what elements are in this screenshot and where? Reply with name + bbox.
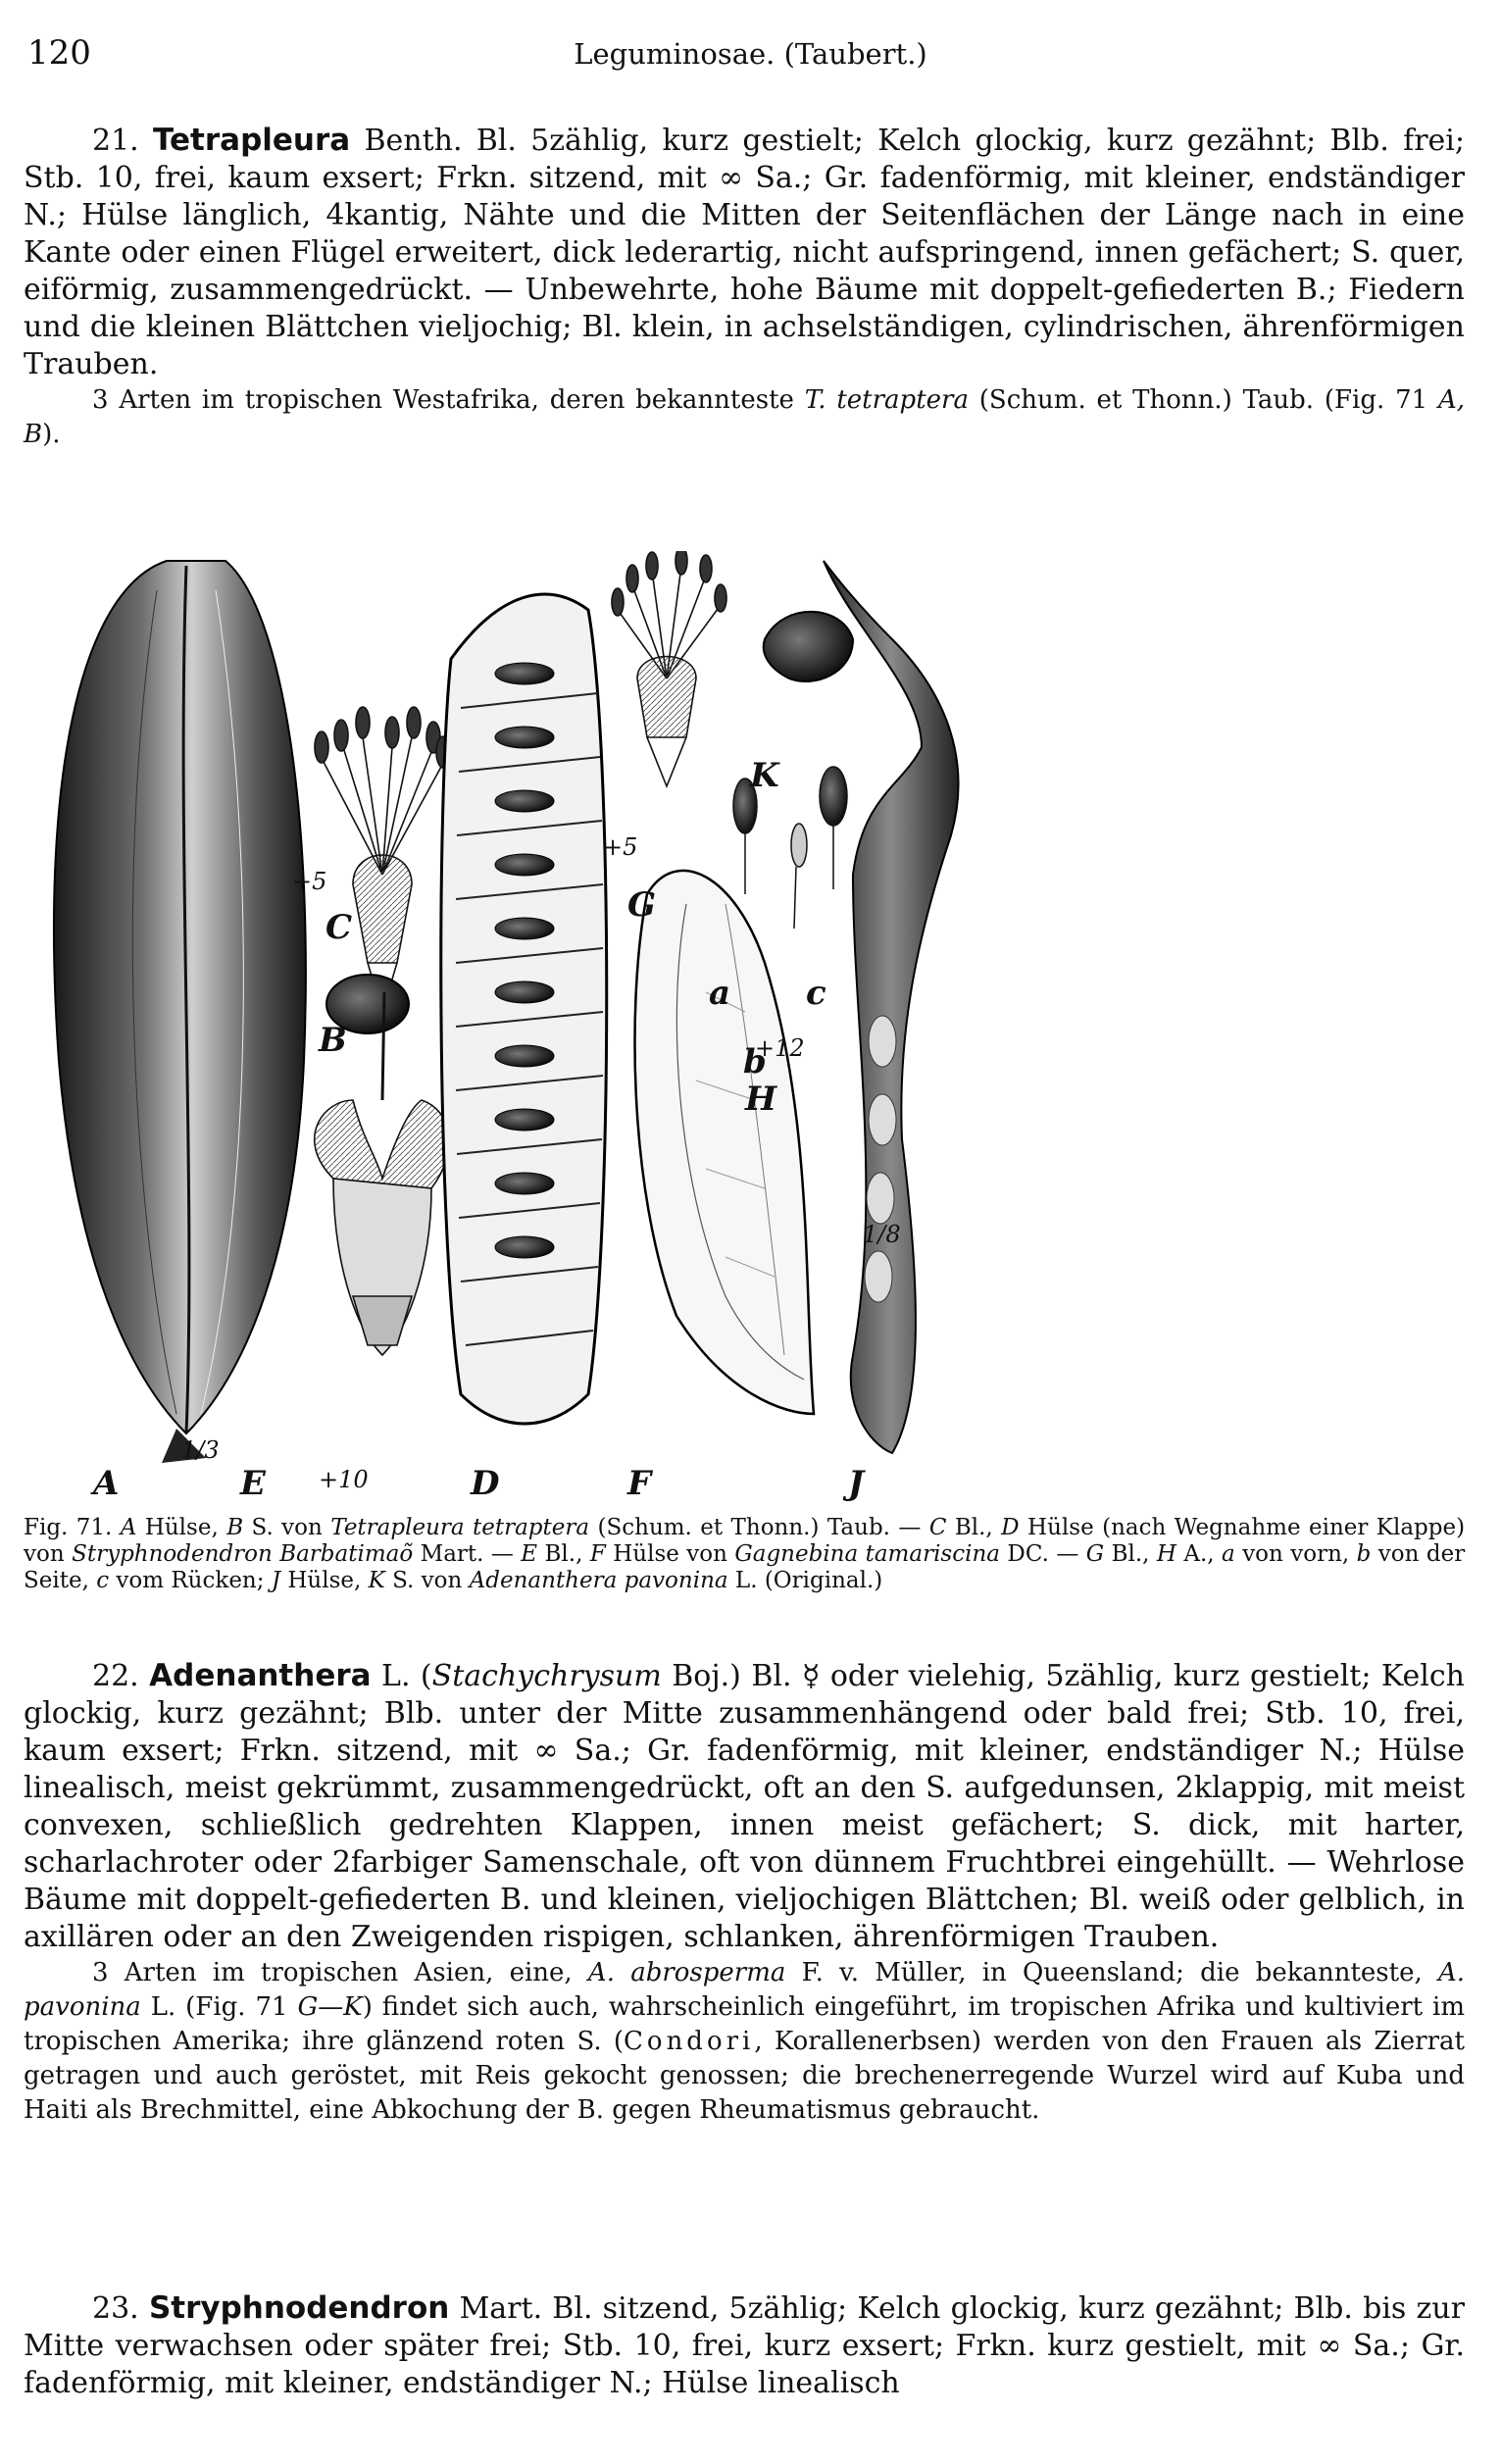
genus-21-name: Tetrapleura (152, 123, 351, 158)
note-text: 3 Arten im tropischen Westafrika, deren bekannteste (92, 385, 794, 415)
genus-23-section (24, 2289, 1465, 2402)
caption-text: Hülse, (287, 1568, 362, 1593)
caption-text: Bl., (1111, 1541, 1150, 1567)
genus-22-text: Boj.) Bl. ☿ oder vielehig, 5zählig, kurz gestielt; Kelch glockig, kurz gezähnt; Blb. unter der Mitte zusammenhängend oder bald frei; Stb. 10, frei, kaum exsert; Frkn. sitzend, mit ∞ Sa.; Gr. fadenförmig, mit kleiner, endständiger N.; Hülse linealisch, meist gekrümmt, zusammengedrückt, oft an den S. aufgedunsen, 2klappig, mit meist convexen, schließlich gedrehten Klappen, innen meist gefächert; S. dick, mit harter, scharlachroter oder 2farbiger Samenschale, oft von dünnem Fruchtbrei eingehüllt. — Wehrlose Bäume mit doppelt-gefiederten B. und kleinen, vieljochigen Blättchen; Bl. weiß oder gelblich, in axillären oder an den Zweigenden rispigen, schlanken, ährenförmigen Trauben. (24, 1659, 1465, 1954)
caption-text: b (1356, 1541, 1372, 1567)
genus-22-section (24, 1657, 1465, 2128)
pod-a-drawing (54, 561, 306, 1463)
page-header (27, 33, 1474, 82)
figure-label-c: C (325, 908, 353, 947)
figure-label-e: E (240, 1464, 266, 1502)
genus-22-text: L. ( (381, 1659, 432, 1693)
caption-text: S. von (251, 1515, 323, 1540)
caption-text: Hülse, (144, 1515, 219, 1540)
caption-text: Hülse (nach Wegnahme einer Klappe) von (24, 1515, 1466, 1567)
common-name: Condori (624, 2027, 755, 2056)
figure-label-h: H (745, 1080, 777, 1119)
caption-text: G (1085, 1541, 1105, 1567)
genus-22-species-note (24, 1956, 1465, 2128)
caption-text: E (521, 1541, 538, 1567)
genus-21-number: 21. (92, 124, 139, 158)
seed-k-drawing (764, 612, 853, 681)
caption-text: DC. — (1007, 1541, 1079, 1567)
note-text: 3 Arten im tropischen Asien, eine, (92, 1958, 573, 1987)
caption-text: D (1001, 1515, 1020, 1540)
flower-c-drawing (315, 707, 450, 1012)
scale-g: +5 (603, 833, 638, 861)
caption-text: von der Seite, (24, 1541, 1466, 1593)
figure-label-j: J (848, 1464, 865, 1502)
caption-text: A., (1183, 1541, 1215, 1567)
genus-22-name: Adenanthera (149, 1658, 372, 1693)
caption-text: B (226, 1515, 244, 1540)
scale-e: +10 (319, 1466, 369, 1493)
scale-h: +12 (755, 1034, 805, 1062)
caption-text: Gagnebina tamariscina (734, 1541, 1000, 1567)
caption-text: Fig. 71. (24, 1515, 113, 1540)
genus-21-text: Benth. Bl. 5zählig, kurz gestielt; Kelch glockig, kurz gezähnt; Blb. frei; Stb. 10, frei, kaum exsert; Frkn. sitzend, mit ∞ Sa.; Gr. fadenförmig, mit kleiner, endständiger N.; Hülse länglich, 4kantig, Nähte und die Mitten der Seitenflächen der Länge nach in eine Kante oder einen Flügel erweitert, dick lederartig, nicht aufspringend, innen gefächert; S. quer, eiförmig, zusammengedrückt. — Unbewehrte, hohe Bäume mit doppelt-gefiederten B.; Fiedern und die kleinen Blättchen vieljochig; Bl. klein, in achselständigen, cylindrischen, ährenförmigen Trauben. (24, 124, 1466, 381)
figure-label-b-small: b (743, 1042, 767, 1081)
caption-text: L. (Original.) (734, 1568, 883, 1593)
caption-text: von vorn, (1242, 1541, 1350, 1567)
caption-text: K (368, 1568, 385, 1593)
figure-label-b: B (319, 1021, 347, 1060)
page-number: 120 (27, 33, 91, 73)
caption-text: H (1156, 1541, 1176, 1567)
figure-label-f: F (627, 1464, 652, 1502)
caption-text: vom Rücken; (116, 1568, 265, 1593)
genus-21-description (24, 122, 1465, 383)
note-text: L. (Fig. 71 (150, 1992, 288, 2022)
pod-j-drawing (824, 561, 959, 1453)
caption-text: (Schum. et Thonn.) Taub. — (597, 1515, 922, 1540)
caption-text: Adenanthera pavonina (469, 1568, 728, 1593)
genus-22-synonym: Stachychrysum (431, 1659, 662, 1693)
figure-71 (39, 551, 1471, 1502)
caption-text: Stryphnodendron Barbatimaõ (72, 1541, 414, 1567)
caption-text: F (589, 1541, 606, 1567)
figure-caption (24, 1515, 1465, 1594)
caption-text: Tetrapleura tetraptera (330, 1515, 590, 1540)
flower-g-drawing (612, 551, 726, 786)
figure-ref: A, B (24, 385, 1466, 449)
figure-label-k: K (750, 756, 779, 795)
genus-23-name: Stryphnodendron (148, 2290, 450, 2326)
genus-22-number: 22. (92, 1659, 139, 1693)
running-head: Leguminosae. (Taubert.) (574, 37, 927, 71)
genus-22-description (24, 1657, 1465, 1956)
pod-f-drawing (635, 871, 814, 1414)
species-name: A. pavonina (24, 1958, 1466, 2022)
caption-text: Mart. — (420, 1541, 514, 1567)
note-text: (Schum. et Thonn.) Taub. (Fig. 71 (978, 385, 1428, 415)
genus-23-text: Mart. Bl. sitzend, 5zählig; Kelch glockig, kurz gezähnt; Blb. bis zur Mitte verwachsen oder später frei; Stb. 10, frei, kurz exsert; Frkn. kurz gestielt, mit ∞ Sa.; Gr. fadenförmig, mit kleiner, endständiger N.; Hülse linealisch (24, 2291, 1465, 2400)
caption-text: S. von (392, 1568, 463, 1593)
pod-d-drawing (441, 594, 607, 1424)
figure-label-a: A (93, 1464, 120, 1502)
scale-c: +5 (292, 868, 327, 895)
caption-text: J (271, 1568, 281, 1593)
species-name: T. tetraptera (804, 385, 969, 415)
caption-text: Bl., (954, 1515, 993, 1540)
note-text: F. v. Müller, in Queensland; die bekannteste, (801, 1958, 1423, 1987)
caption-text: C (928, 1515, 947, 1540)
genus-21-section (24, 122, 1465, 452)
figure-71-illustration (39, 551, 1471, 1502)
figure-ref: G—K (297, 1992, 363, 2022)
caption-text: Bl., (544, 1541, 583, 1567)
caption-text: c (96, 1568, 110, 1593)
caption-text: A (120, 1515, 137, 1540)
figure-label-a-small: a (709, 974, 731, 1013)
scale-a: 1/3 (181, 1436, 220, 1464)
figure-label-d: D (471, 1464, 500, 1502)
note-text: ) findet sich auch, wahrscheinlich eingeführt, im tropischen Afrika und kultiviert im tropischen Amerika; ihre glänzend roten S. ( (24, 1992, 1466, 2056)
figure-label-g: G (627, 885, 657, 925)
scale-j: 1/8 (863, 1221, 901, 1248)
note-text: ). (42, 420, 61, 449)
note-text: , Korallenerbsen) werden von den Frauen als Zierrat getragen und auch geröstet, mit Reis gekocht genossen; die brechenerregende Wurzel wird auf Kuba und Haiti als Brechmittel, eine Abkochung der B. gegen Rheumatismus gebraucht. (24, 2027, 1465, 2125)
caption-text: Hülse von (613, 1541, 727, 1567)
figure-label-c-small: c (806, 974, 826, 1013)
genus-21-species-note (24, 383, 1465, 452)
species-name: A. abrosperma (587, 1958, 786, 1987)
caption-text: a (1222, 1541, 1235, 1567)
genus-23-number: 23. (92, 2291, 139, 2326)
genus-23-description (24, 2289, 1465, 2402)
